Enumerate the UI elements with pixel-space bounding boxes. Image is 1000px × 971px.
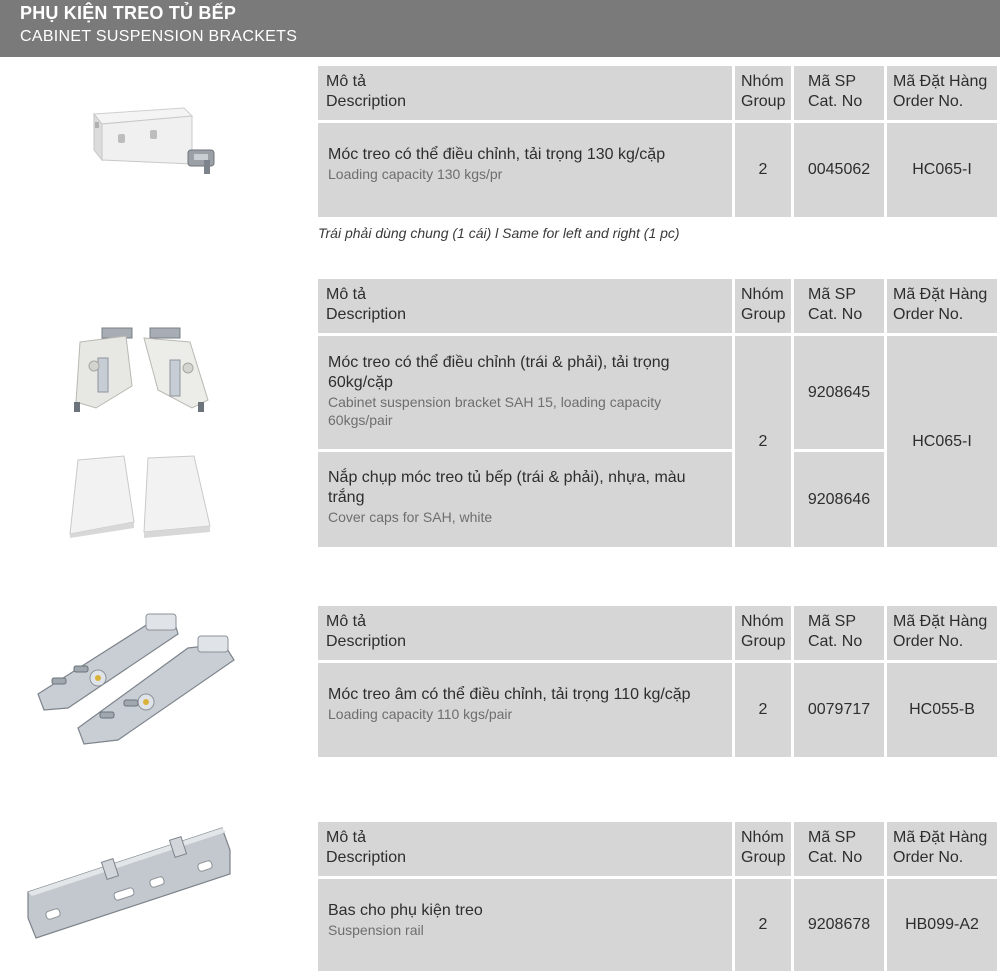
product-table-1 bbox=[318, 66, 1000, 217]
product-2-order-no: HC065-I bbox=[887, 336, 997, 547]
section-title-vi: PHỤ KIỆN TREO TỦ BẾP bbox=[20, 3, 237, 23]
product-3-group: 2 bbox=[735, 663, 791, 757]
header-order-no: Mã Đặt Hàng Order No. bbox=[887, 606, 997, 660]
bracket-sah15-image bbox=[62, 322, 222, 416]
product-1-cat-no: 0045062 bbox=[794, 123, 884, 217]
bracket-130-image bbox=[80, 100, 230, 180]
section-header bbox=[0, 0, 1000, 57]
header-description: Mô tả Description bbox=[318, 66, 732, 120]
product-2b-description: Nắp chụp móc treo tủ bếp (trái & phải), nhựa, màu trắng Cover caps for SAH, white bbox=[318, 452, 732, 547]
product-1-note: Trái phải dùng chung (1 cái) l Same for left and right (1 pc) bbox=[318, 225, 680, 241]
product-1-description: Móc treo có thể điều chỉnh, tải trọng 130 kg/cặp Loading capacity 130 kgs/pr bbox=[318, 123, 732, 217]
header-description: Mô tả Description bbox=[318, 606, 732, 660]
product-2b-cat-no: 9208646 bbox=[794, 452, 884, 547]
header-group: Nhóm Group bbox=[735, 66, 791, 120]
product-table-2 bbox=[318, 279, 1000, 547]
product-1-order-no: HC065-I bbox=[887, 123, 997, 217]
product-4-order-no: HB099-A2 bbox=[887, 879, 997, 971]
product-3-description: Móc treo âm có thể điều chỉnh, tải trọng 110 kg/cặp Loading capacity 110 kgs/pair bbox=[318, 663, 732, 757]
product-2a-cat-no: 9208645 bbox=[794, 336, 884, 449]
product-3-cat-no: 0079717 bbox=[794, 663, 884, 757]
product-3-order-no: HC055-B bbox=[887, 663, 997, 757]
product-table-3 bbox=[318, 606, 1000, 757]
header-cat-no: Mã SP Cat. No bbox=[794, 822, 884, 876]
header-group: Nhóm Group bbox=[735, 822, 791, 876]
header-cat-no: Mã SP Cat. No bbox=[794, 66, 884, 120]
header-description: Mô tả Description bbox=[318, 822, 732, 876]
product-4-cat-no: 9208678 bbox=[794, 879, 884, 971]
product-4-description: Bas cho phụ kiện treo Suspension rail bbox=[318, 879, 732, 971]
header-cat-no: Mã SP Cat. No bbox=[794, 279, 884, 333]
header-group: Nhóm Group bbox=[735, 606, 791, 660]
concealed-bracket-image bbox=[28, 608, 238, 748]
header-group: Nhóm Group bbox=[735, 279, 791, 333]
product-table-4 bbox=[318, 822, 1000, 971]
product-2-group: 2 bbox=[735, 336, 791, 547]
header-order-no: Mã Đặt Hàng Order No. bbox=[887, 66, 997, 120]
product-2a-description: Móc treo có thể điều chỉnh (trái & phải), tải trọng 60kg/cặp Cabinet suspension bracket SAH 15, loading capacity 60kgs/pair bbox=[318, 336, 732, 449]
suspension-rail-image bbox=[22, 822, 238, 942]
header-order-no: Mã Đặt Hàng Order No. bbox=[887, 279, 997, 333]
header-order-no: Mã Đặt Hàng Order No. bbox=[887, 822, 997, 876]
product-1-group: 2 bbox=[735, 123, 791, 217]
header-cat-no: Mã SP Cat. No bbox=[794, 606, 884, 660]
product-4-group: 2 bbox=[735, 879, 791, 971]
section-title-en: CABINET SUSPENSION BRACKETS bbox=[20, 28, 298, 45]
cover-caps-image bbox=[62, 452, 222, 538]
header-description: Mô tả Description bbox=[318, 279, 732, 333]
